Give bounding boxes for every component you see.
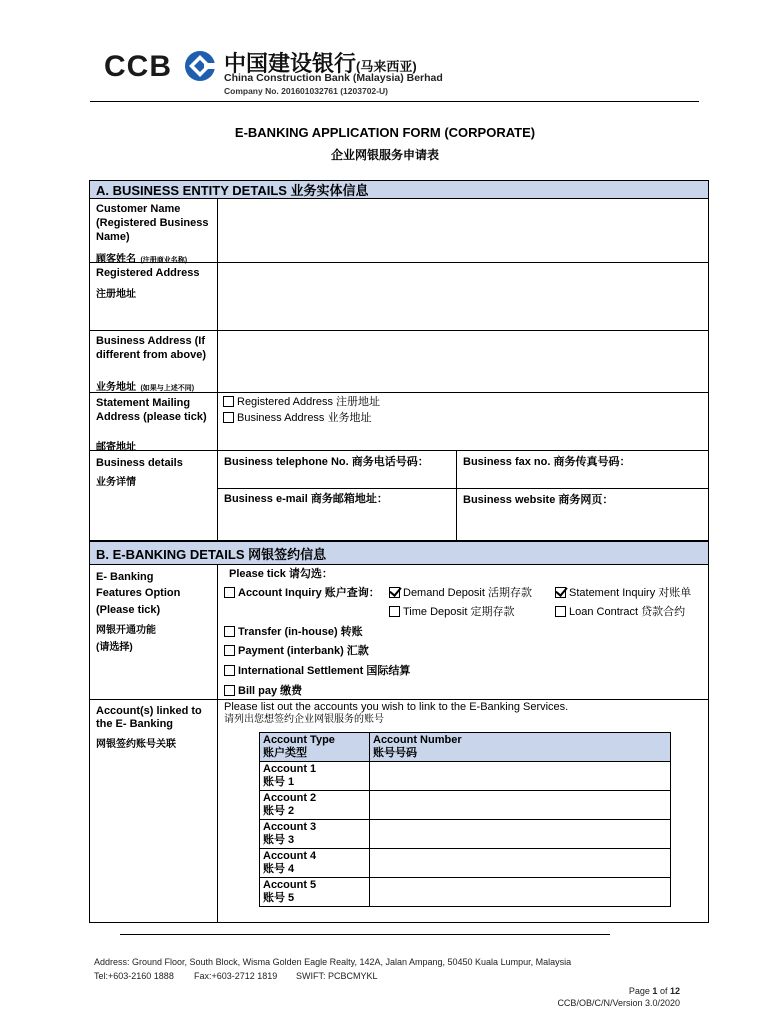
row-divider — [89, 330, 709, 331]
features-label-1: E- Banking — [96, 571, 154, 583]
customer-name-label: Customer Name (Registered Business Name) — [96, 203, 209, 243]
checkbox-time-deposit[interactable] — [389, 606, 400, 617]
accounts-table-header — [260, 733, 671, 762]
section-a-heading: A. BUSINESS ENTITY DETAILS 业务实体信息 — [89, 180, 709, 199]
account-number-cell[interactable] — [370, 849, 671, 878]
option-international-settlement[interactable]: International Settlement 国际结算 — [224, 664, 410, 678]
features-label-cn-2: (请选择) — [96, 642, 133, 653]
account-number-cell[interactable] — [370, 878, 671, 907]
statement-mailing-label: Statement Mailing Address (please tick) — [96, 397, 207, 423]
option-account-inquiry[interactable]: Account Inquiry 账户查询： — [224, 586, 380, 600]
mailing-option-business[interactable]: Business Address 业务地址 — [223, 411, 372, 425]
row-divider — [89, 450, 709, 451]
checkbox-bill-pay[interactable] — [224, 685, 235, 696]
option-transfer[interactable]: Transfer (in-house) 转账 — [224, 625, 363, 639]
account-number-cell[interactable] — [370, 791, 671, 820]
checkbox-loan-contract[interactable] — [555, 606, 566, 617]
registered-address-label-cn: 注册地址 — [96, 289, 136, 300]
account-type-cell: Account 5 账号 5 — [260, 878, 370, 907]
accounts-instruction-en: Please list out the accounts you wish to link to the E-Banking Services. — [224, 701, 569, 713]
business-details-label: Business details — [96, 457, 183, 469]
table-row — [260, 849, 671, 878]
option-demand-deposit[interactable]: Demand Deposit 活期存款 — [389, 586, 532, 600]
account-type-cell: Account 3 账号 3 — [260, 820, 370, 849]
customer-name-field[interactable] — [219, 200, 707, 261]
features-label-3: (Please tick) — [96, 604, 161, 616]
bank-name-en: China Construction Bank (Malaysia) Berhad — [224, 72, 443, 84]
option-loan-contract[interactable]: Loan Contract 贷款合约 — [555, 605, 685, 619]
customer-name-label-cn: 顾客姓名 (注册商业名称) — [96, 254, 188, 265]
accounts-table — [259, 732, 671, 907]
footer-swift: SWIFT: PCBCMYKL — [296, 971, 378, 981]
registered-address-field[interactable] — [219, 264, 707, 329]
accounts-label-2: the E- Banking — [96, 718, 174, 730]
accounts-label-cn: 网银签约账号关联 — [96, 739, 176, 750]
option-time-deposit[interactable]: Time Deposit 定期存款 — [389, 605, 514, 619]
business-details-label-cn: 业务详情 — [96, 477, 136, 488]
company-number: Company No. 201601032761 (1203702-U) — [224, 86, 388, 96]
features-label-cn-1: 网银开通功能 — [96, 625, 156, 636]
checkbox-account-inquiry[interactable] — [224, 587, 235, 598]
checkbox-registered-address[interactable] — [223, 396, 234, 407]
accounts-label-1: Account(s) linked to — [96, 705, 202, 717]
checkbox-statement-inquiry[interactable] — [555, 587, 566, 598]
footer-tel: Tel:+603-2160 1888 — [94, 971, 174, 981]
checkbox-payment[interactable] — [224, 645, 235, 656]
checkbox-transfer[interactable] — [224, 626, 235, 637]
col-account-type: Account Type 账户类型 — [260, 733, 370, 762]
account-number-cell[interactable] — [370, 820, 671, 849]
option-payment[interactable]: Payment (interbank) 汇款 — [224, 644, 369, 658]
section-a-divider — [217, 198, 218, 541]
account-type-cell: Account 2 账号 2 — [260, 791, 370, 820]
features-label-2: Features Option — [96, 587, 181, 599]
checkbox-business-address[interactable] — [223, 412, 234, 423]
accounts-instruction-cn: 请列出您想签约企业网银服务的账号 — [224, 714, 384, 725]
bank-name-cn-suffix: (马来西亚) — [356, 59, 417, 74]
option-statement-inquiry[interactable]: Statement Inquiry 对账单 — [555, 586, 691, 600]
table-row — [260, 878, 671, 907]
section-b-heading: B. E-BANKING DETAILS 网银签约信息 — [89, 541, 709, 565]
business-address-label-cn: 业务地址 (如果与上述不同) — [96, 382, 195, 393]
footer-divider — [120, 934, 610, 935]
account-type-cell: Account 1 账号 1 — [260, 762, 370, 791]
bank-name-cn: 中国建设银行(马来西亚) — [224, 51, 417, 76]
col-divider — [456, 450, 457, 541]
header-divider — [90, 101, 699, 102]
table-row — [260, 762, 671, 791]
table-row — [260, 820, 671, 849]
footer-version: CCB/OB/C/N/Version 3.0/2020 — [557, 998, 680, 1008]
business-address-field[interactable] — [219, 332, 707, 391]
section-b-divider — [217, 564, 218, 923]
account-type-cell: Account 4 账号 4 — [260, 849, 370, 878]
business-fax-field[interactable]: Business fax no. 商务传真号码： — [463, 456, 631, 468]
col-account-number: Account Number 账号号码 — [370, 733, 671, 762]
account-number-cell[interactable] — [370, 762, 671, 791]
business-address-label: Business Address (If different from above) — [96, 335, 207, 361]
statement-mailing-label-cn: 邮寄地址 — [96, 442, 136, 453]
business-website-field[interactable]: Business website 商务网页： — [463, 494, 614, 506]
form-title-cn: 企业网银服务申请表 — [330, 148, 439, 162]
row-divider — [217, 488, 709, 489]
checkbox-demand-deposit[interactable] — [389, 587, 400, 598]
checkbox-international-settlement[interactable] — [224, 665, 235, 676]
table-row — [260, 791, 671, 820]
business-telephone-field[interactable]: Business telephone No. 商务电话号码： — [224, 456, 429, 468]
footer-fax: Fax:+603-2712 1819 — [194, 971, 278, 981]
footer-page-number: Page 1 of 12 — [628, 986, 680, 996]
option-bill-pay[interactable]: Bill pay 缴费 — [224, 684, 302, 698]
please-tick-text: Please tick 请勾选： — [229, 568, 333, 580]
business-email-field[interactable]: Business e-mail 商务邮箱地址： — [224, 493, 388, 505]
footer-address: Address: Ground Floor, South Block, Wisma Golden Eagle Realty, 142A, Jalan Ampang, 50450 Kuala Lumpur, Malaysia — [94, 957, 572, 967]
mailing-option-registered[interactable]: Registered Address 注册地址 — [223, 395, 380, 409]
logo-ccb-text: CCB — [104, 50, 172, 83]
registered-address-label: Registered Address — [96, 267, 200, 279]
form-title-en: E-BANKING APPLICATION FORM (CORPORATE) — [234, 125, 536, 140]
ccb-logo-icon — [184, 50, 216, 82]
